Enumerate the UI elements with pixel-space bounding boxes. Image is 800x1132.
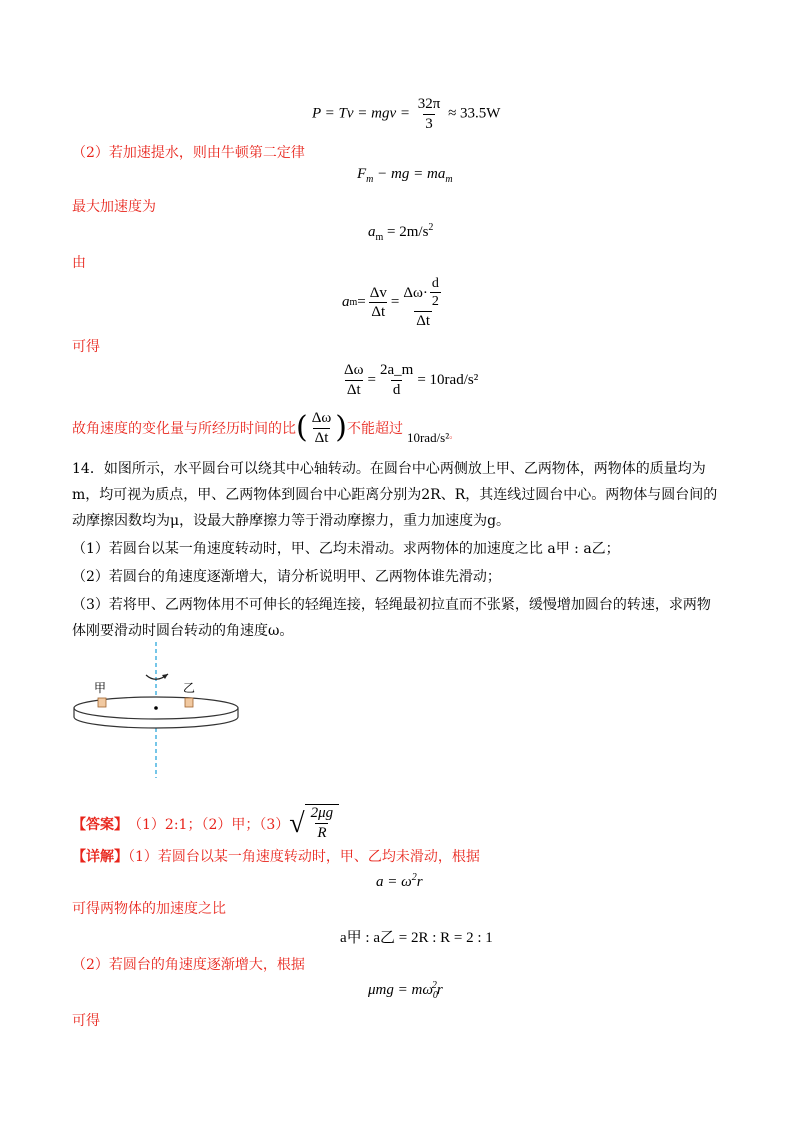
fraction-domega-dt: $\frac{\Delta\omega}{\Delta t}$ bbox=[344, 362, 364, 398]
equation-max-friction: $\mu mg = m\omega_0^2r$ bbox=[368, 980, 443, 1001]
equation-power-lhs: P = Tv = mgv = bbox=[312, 105, 410, 122]
label-yi: 乙 bbox=[183, 681, 196, 695]
answer-text: （1）2:1；（2）甲；（3） bbox=[128, 817, 290, 833]
object-jia bbox=[98, 698, 106, 707]
fraction-dv-dt: $\frac{\Delta v}{\Delta t}$ bbox=[369, 284, 387, 321]
kede-label-2: 可得 bbox=[72, 1013, 100, 1029]
equation-accel-ratio: a甲 : a乙 = 2R : R = 2 : 1 bbox=[340, 930, 493, 946]
fraction-denominator: 3 bbox=[425, 115, 433, 132]
equation-newton-second-law: $F_m$ − mg = $ma_m$ bbox=[357, 166, 453, 185]
turntable-figure bbox=[70, 640, 260, 780]
q14-sub3-line1: （3）若将甲、乙两物体用不可伸长的轻绳连接，轻绳最初拉直而不张紧，缓慢增加圆台的转速，求两物 bbox=[72, 597, 711, 613]
answer-tag: 【答案】 bbox=[72, 817, 128, 833]
fraction-domega-d-over-2: Δω· $\frac{d}{2}$ Δt bbox=[403, 276, 439, 329]
max-acceleration-label: 最大加速度为 bbox=[72, 199, 156, 215]
fraction-numerator: 32π bbox=[417, 96, 441, 112]
q14-sub2: （2）若圆台的角速度逐渐增大，请分析说明甲、乙两物体谁先滑动； bbox=[72, 569, 501, 585]
q14-line3: 动摩擦因数均为μ，设最大静摩擦力等于滑动摩擦力，重力加速度为g。 bbox=[72, 513, 511, 529]
q14-line2: m，均可视为质点，甲、乙两物体到圆台中心距离分别为2R、R，其连线过圆台中心。两物体与圆台间的 bbox=[72, 487, 718, 503]
equation-acceleration-definition: a m = $\frac{\Delta v}{\Delta t}$ = Δω· $\frac{d}{2}$ Δt bbox=[342, 276, 447, 329]
conclusion-middle: 不能超过 bbox=[346, 421, 403, 437]
equation-power bbox=[312, 96, 500, 132]
solution-part2-intro: （2）若加速提水，则由牛顿第二定律 bbox=[72, 145, 305, 161]
conclusion-line: 故角速度的变化量与所经历时间的比 ( $\frac{\Delta\omega}{\Delta t}$ ) 不能超过 10rad/s² 。 bbox=[72, 410, 459, 446]
turntable-center bbox=[154, 706, 158, 710]
object-yi bbox=[185, 698, 193, 707]
equation-power-rhs: ≈ 33.5W bbox=[448, 105, 501, 122]
ratio-label: 可得两物体的加速度之比 bbox=[72, 901, 226, 917]
detail-line bbox=[72, 846, 480, 866]
equation-max-acceleration: $a_m = 2m/s^2$ bbox=[368, 222, 434, 243]
detail-part2: （2）若圆台的角速度逐渐增大，根据 bbox=[72, 957, 305, 973]
conclusion-fraction: $\frac{\Delta\omega}{\Delta t}$ bbox=[311, 410, 332, 446]
answer-line bbox=[72, 804, 339, 844]
conclusion-prefix: 故角速度的变化量与所经历时间的比 bbox=[72, 421, 296, 437]
conclusion-value: 10rad/s² bbox=[406, 430, 450, 445]
you-label: 由 bbox=[72, 255, 86, 271]
equation-angular-rate: $\frac{\Delta\omega}{\Delta t}$ = $\frac{2a\_m}{d}$ = 10rad/s² bbox=[344, 362, 479, 398]
q14-sub1: （1）若圆台以某一角速度转动时，甲、乙均未滑动。求两物体的加速度之比 a甲 : a乙； bbox=[72, 541, 620, 557]
equation-power-fraction bbox=[416, 96, 443, 132]
equation-centripetal: $a = \omega^2r$ bbox=[376, 872, 423, 890]
detail-tag: 【详解】 bbox=[72, 849, 128, 865]
q14-line1: 14．如图所示，水平圆台可以绕其中心轴转动。在圆台中心两侧放上甲、乙两物体，两物体的质量均为 bbox=[72, 461, 706, 477]
detail-text: （1）若圆台以某一角速度转动时，甲、乙均未滑动，根据 bbox=[128, 849, 480, 865]
q14-sub3-line2: 体刚要滑动时圆台转动的角速度ω。 bbox=[72, 623, 294, 639]
label-jia: 甲 bbox=[94, 681, 107, 695]
answer-sqrt: √ $\frac{2\mu g}{R}$ bbox=[289, 804, 339, 844]
kede-label-1: 可得 bbox=[72, 339, 100, 355]
fraction-2am-d: $\frac{2a\_m}{d}$ bbox=[380, 362, 414, 398]
